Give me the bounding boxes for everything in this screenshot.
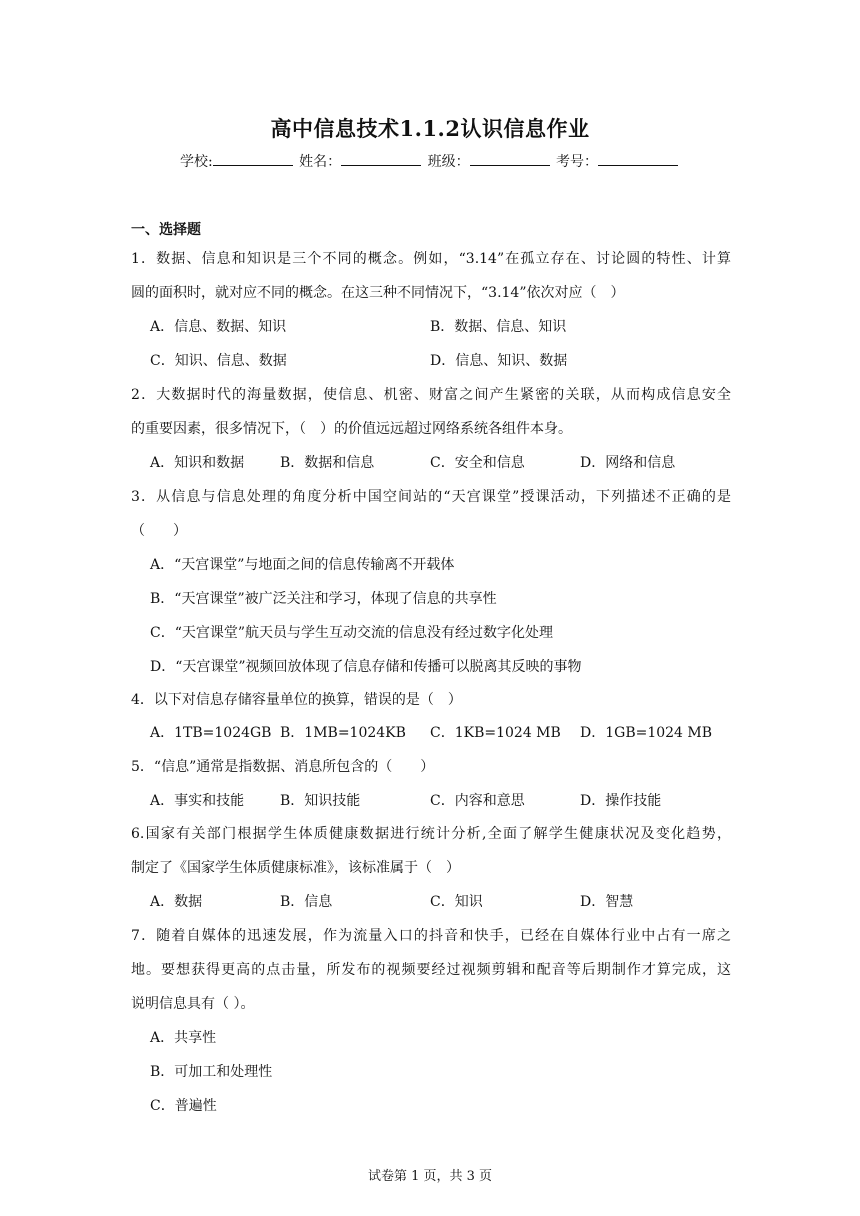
question-4-option-b: B．1MB=1024KB xyxy=(280,725,406,741)
question-7-line-1: 7．随着自媒体的迅速发展，作为流量入口的抖音和快手，已经在自媒体行业中占有一席之 xyxy=(131,928,731,944)
question-3-option-c: C．“天宫课堂”航天员与学生互动交流的信息没有经过数字化处理 xyxy=(150,625,554,641)
name-label: 姓名： xyxy=(299,154,342,170)
question-1-option-c: C．知识、信息、数据 xyxy=(150,353,287,369)
section-heading: 一、选择题 xyxy=(131,222,201,238)
question-2-option-a: A．知识和数据 xyxy=(150,455,245,471)
question-1-line-2: 圆的面积时，就对应不同的概念。在这三种不同情况下，“3.14”依次对应（ ） xyxy=(131,285,625,301)
question-5-option-a: A．事实和技能 xyxy=(150,793,245,809)
question-4-line-1: 4．以下对信息存储容量单位的换算，错误的是（ ） xyxy=(131,692,462,708)
question-4-option-c: C．1KB=1024 MB xyxy=(430,725,561,741)
question-6-option-c: C．知识 xyxy=(430,894,483,910)
question-6-option-b: B．信息 xyxy=(280,894,333,910)
question-3-option-b: B．“天宫课堂”被广泛关注和学习，体现了信息的共享性 xyxy=(150,591,497,607)
question-4-option-a: A．1TB=1024GB xyxy=(150,725,272,741)
question-1-option-b: B．数据、信息、知识 xyxy=(430,319,567,335)
question-7-option-c: C．普遍性 xyxy=(150,1098,217,1114)
page-title: 高中信息技术1.1.2认识信息作业 xyxy=(270,116,590,141)
question-6-line-2: 制定了《国家学生体质健康标准》，该标准属于（ ） xyxy=(131,860,460,876)
question-2-line-2: 的重要因素，很多情况下，（ ）的价值远远超过网络系统各组件本身。 xyxy=(131,421,572,437)
school-blank[interactable] xyxy=(213,151,293,166)
question-6-option-d: D．智慧 xyxy=(580,894,634,910)
student-info-line xyxy=(0,151,860,171)
question-5-line-1: 5．“信息”通常是指数据、消息所包含的（ ） xyxy=(131,759,435,775)
question-1-option-d: D．信息、知识、数据 xyxy=(430,353,568,369)
class-blank[interactable] xyxy=(470,151,550,166)
question-7-line-2: 地。要想获得更高的点击量，所发布的视频要经过视频剪辑和配音等后期制作才算完成，这 xyxy=(131,962,731,978)
exam-number-label: 考号： xyxy=(556,154,599,170)
school-label: 学校: xyxy=(179,154,213,170)
question-6-line-1: 6.国家有关部门根据学生体质健康数据进行统计分析,全面了解学生健康状况及变化趋势， xyxy=(131,826,731,842)
question-5-option-d: D．操作技能 xyxy=(580,793,662,809)
question-2-line-1: 2．大数据时代的海量数据，使信息、机密、财富之间产生紧密的关联，从而构成信息安全 xyxy=(131,387,731,403)
question-6-option-a: A．数据 xyxy=(150,894,203,910)
question-5-option-c: C．内容和意思 xyxy=(430,793,525,809)
question-1-option-a: A．信息、数据、知识 xyxy=(150,319,287,335)
question-5-option-b: B．知识技能 xyxy=(280,793,361,809)
question-3-option-d: D．“天宫课堂”视频回放体现了信息存储和传播可以脱离其反映的事物 xyxy=(150,659,582,675)
question-3-line-1: 3．从信息与信息处理的角度分析中国空间站的“天宫课堂”授课活动，下列描述不正确的是 xyxy=(131,489,731,505)
question-3-option-a: A．“天宫课堂”与地面之间的信息传输离不开载体 xyxy=(150,557,455,573)
question-4-option-d: D．1GB=1024 MB xyxy=(580,725,713,741)
name-blank[interactable] xyxy=(341,151,421,166)
question-7-line-3: 说明信息具有（ ）。 xyxy=(131,996,255,1012)
page-footer: 试卷第 1 页，共 3 页 xyxy=(367,1169,493,1184)
question-7-option-a: A．共享性 xyxy=(150,1030,217,1046)
exam-number-blank[interactable] xyxy=(598,151,678,166)
question-1-line-1: 1．数据、信息和知识是三个不同的概念。例如，“3.14”在孤立存在、讨论圆的特性、计算 xyxy=(131,251,731,267)
question-2-option-b: B．数据和信息 xyxy=(280,455,375,471)
question-7-option-b: B．可加工和处理性 xyxy=(150,1064,273,1080)
question-2-option-d: D．网络和信息 xyxy=(580,455,676,471)
question-3-line-2: （ ） xyxy=(131,523,187,539)
question-2-option-c: C．安全和信息 xyxy=(430,455,525,471)
class-label: 班级： xyxy=(427,154,470,170)
